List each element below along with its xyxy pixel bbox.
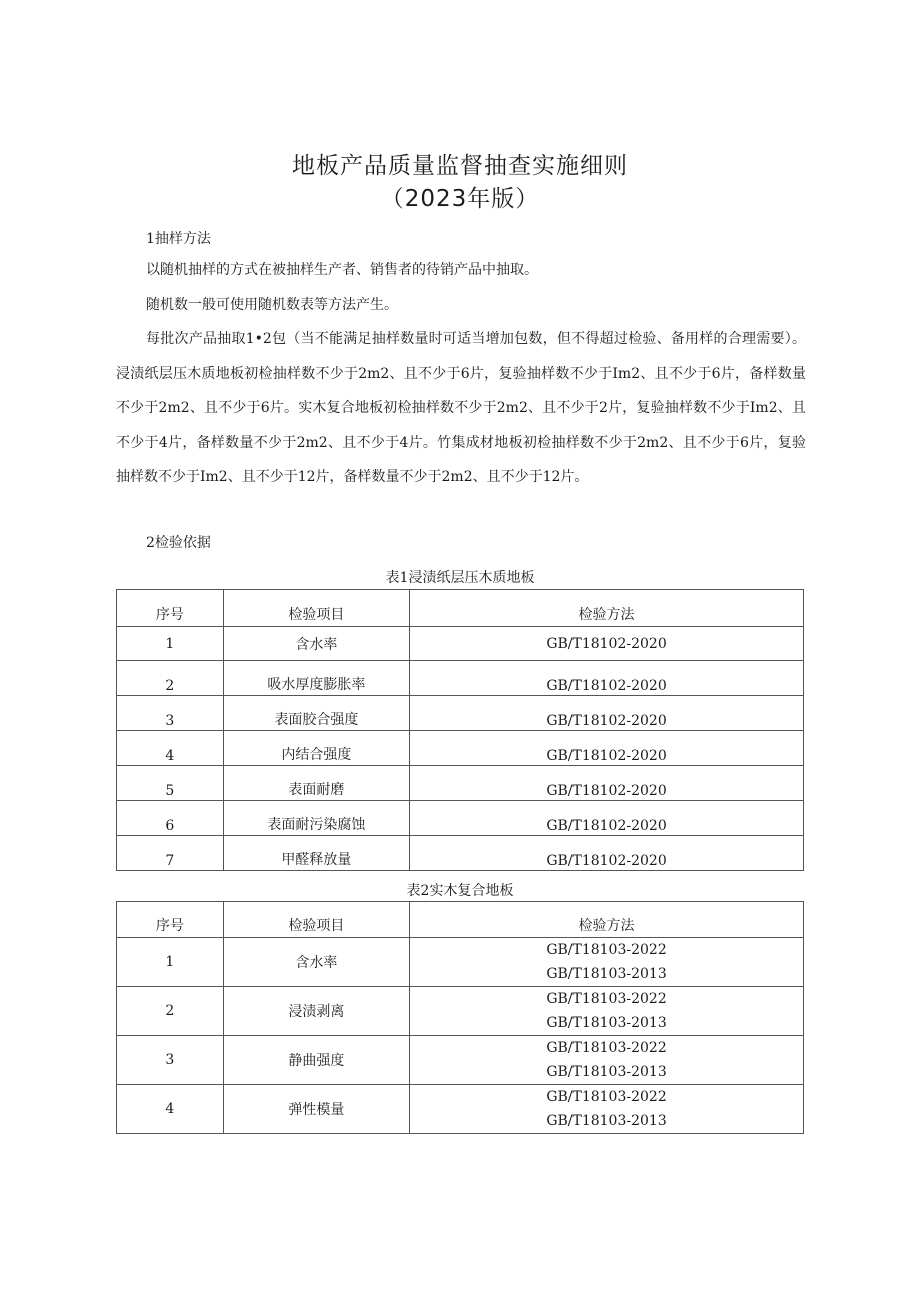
cell-serial: 2 — [117, 661, 224, 696]
document-subtitle: （2023年版） — [380, 186, 540, 212]
method-line: GB/T18103-2013 — [546, 966, 667, 982]
method-line: GB/T18103-2022 — [546, 991, 667, 1007]
inspection-table-engineered-wood — [116, 901, 804, 1134]
cell-item: 弹性模量 — [223, 1085, 409, 1134]
cell-item: 甲醛释放量 — [223, 836, 409, 871]
cell-serial: 7 — [117, 836, 224, 871]
cell-method: GB/T18102-2020 — [410, 731, 804, 766]
table-row — [117, 766, 804, 801]
table-row — [117, 661, 804, 696]
cell-method: GB/T18102-2020 — [410, 836, 804, 871]
table-header-row — [117, 590, 804, 627]
section-1-heading: 1抽样方法 — [146, 231, 211, 247]
table-header-row — [117, 902, 804, 938]
cell-methods — [410, 987, 804, 1036]
table-row — [117, 1085, 804, 1134]
cell-method: GB/T18102-2020 — [410, 627, 804, 661]
table-row — [117, 938, 804, 987]
cell-method: GB/T18102-2020 — [410, 801, 804, 836]
cell-item: 表面耐污染腐蚀 — [223, 801, 409, 836]
cell-item: 含水率 — [223, 938, 409, 987]
table-2-caption: 表2实木复合地板 — [406, 883, 514, 899]
table-row — [117, 1036, 804, 1085]
cell-item: 吸水厚度膨胀率 — [223, 661, 409, 696]
cell-serial: 1 — [117, 938, 224, 987]
method-line: GB/T18103-2022 — [546, 1040, 667, 1056]
cell-serial: 6 — [117, 801, 224, 836]
header-serial: 序号 — [117, 590, 224, 627]
cell-item: 含水率 — [223, 627, 409, 661]
paragraph-sample-quantity: 每批次产品抽取1•2包（当不能满足抽样数量时可适当增加包数，但不得超过检验、备用样的合理需要）。浸渍纸层压木质地板初检抽样数不少于2m2、且不少于6片，复验抽样数不少于Im2、且不少于6片，备样数量不少于2m2、且不少于6片。实木复合地板初检抽样数不少于2m2、且不少于2片，复验抽样数不少于Im2、且不少于4片，备样数量不少于2m2、且不少于4片。竹集成材地板初检抽样数不少于2m2、且不少于6片，复验抽样数不少于Im2、且不少于12片，备样数量不少于2m2、且不少于12片。 — [116, 331, 806, 485]
cell-method: GB/T18102-2020 — [410, 696, 804, 731]
paragraph-sampling-method: 以随机抽样的方式在被抽样生产者、销售者的待销产品中抽取。 — [146, 262, 538, 278]
cell-item: 静曲强度 — [223, 1036, 409, 1085]
header-method: 检验方法 — [410, 902, 804, 938]
method-line: GB/T18103-2013 — [546, 1015, 667, 1031]
cell-serial: 5 — [117, 766, 224, 801]
cell-serial: 3 — [117, 1036, 224, 1085]
cell-method: GB/T18102-2020 — [410, 661, 804, 696]
cell-serial: 1 — [117, 627, 224, 661]
cell-item: 表面耐磨 — [223, 766, 409, 801]
method-line: GB/T18103-2022 — [546, 1089, 667, 1105]
paragraph-random-number: 随机数一般可使用随机数表等方法产生。 — [146, 297, 398, 313]
cell-item: 浸渍剥离 — [223, 987, 409, 1036]
header-serial: 序号 — [117, 902, 224, 938]
table-1-caption: 表1浸渍纸层压木质地板 — [385, 570, 535, 586]
cell-methods — [410, 938, 804, 987]
table-row — [117, 836, 804, 871]
header-item: 检验项目 — [223, 902, 409, 938]
table-row — [117, 696, 804, 731]
cell-method: GB/T18102-2020 — [410, 766, 804, 801]
cell-serial: 4 — [117, 731, 224, 766]
section-2-heading: 2检验依据 — [146, 535, 211, 551]
cell-methods — [410, 1085, 804, 1134]
table-row — [117, 801, 804, 836]
cell-serial: 3 — [117, 696, 224, 731]
table-row — [117, 627, 804, 661]
cell-methods — [410, 1036, 804, 1085]
header-method: 检验方法 — [410, 590, 804, 627]
method-line: GB/T18103-2013 — [546, 1064, 667, 1080]
table-row — [117, 731, 804, 766]
cell-item: 内结合强度 — [223, 731, 409, 766]
method-line: GB/T18103-2022 — [546, 942, 667, 958]
cell-serial: 4 — [117, 1085, 224, 1134]
method-line: GB/T18103-2013 — [546, 1113, 667, 1129]
cell-serial: 2 — [117, 987, 224, 1036]
cell-item: 表面胶合强度 — [223, 696, 409, 731]
document-title: 地板产品质量监督抽查实施细则 — [292, 153, 628, 179]
header-item: 检验项目 — [223, 590, 409, 627]
table-row — [117, 987, 804, 1036]
inspection-table-laminate — [116, 589, 804, 871]
